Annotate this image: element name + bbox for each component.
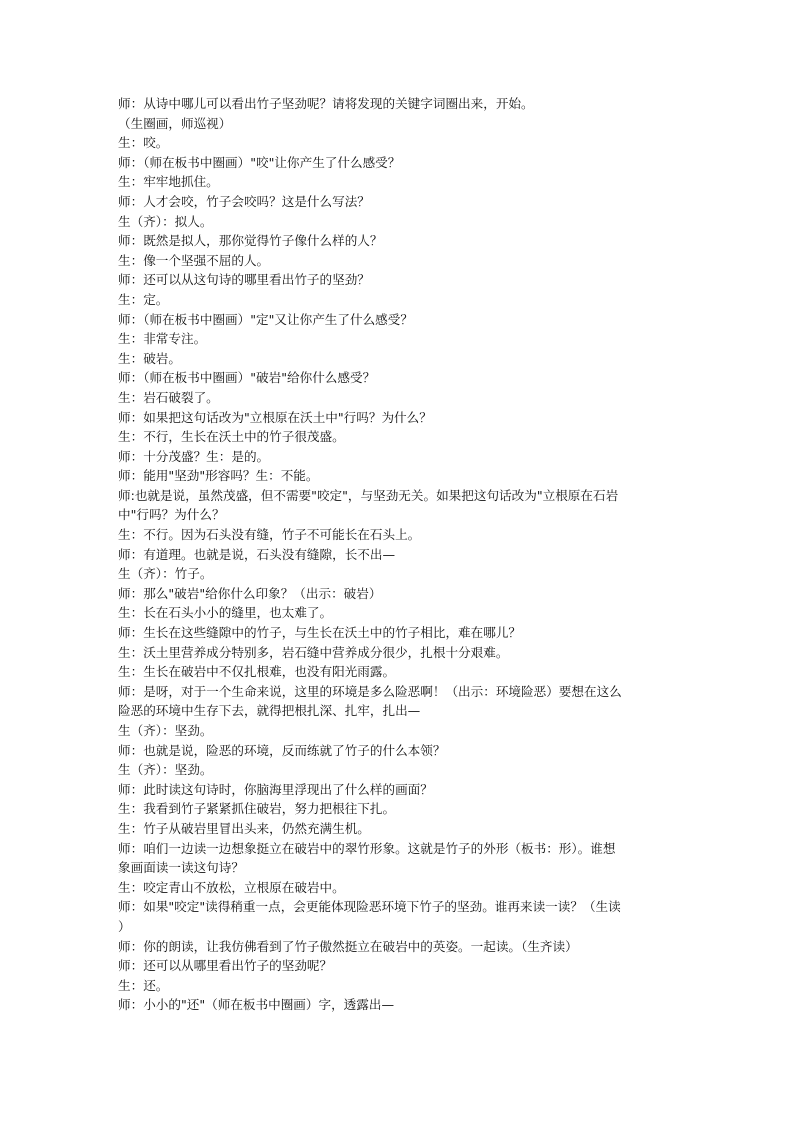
text-line: 生（齐）：拟人。 (118, 213, 213, 229)
text-line: 生：非常专注。 (118, 331, 207, 347)
text-line: 生：定。 (118, 291, 169, 307)
text-line: 生：牢牢地抓住。 (118, 174, 219, 190)
text-line: 生：生长在破岩中不仅扎根难，也没有阳光雨露。 (118, 664, 396, 680)
text-line: 生（齐）：坚劲。 (118, 762, 213, 778)
text-line: 生：还。 (118, 977, 169, 993)
text-line: 生：咬定青山不放松，立根原在破岩中。 (118, 879, 345, 895)
document-page (118, 94, 678, 1015)
text-line: 生：长在石头小小的缝里，也太难了。 (118, 605, 333, 621)
text-line: 师：（师在板书中圈画）"破岩"给你什么感受？ (118, 370, 376, 386)
text-line: 象画面读一读这句诗？ (118, 860, 244, 876)
text-line: 生（齐）：竹子。 (118, 566, 213, 582)
text-line: 生：岩石破裂了。 (118, 389, 219, 405)
text-line: 师：如果"咬定"读得稍重一点，会更能体现险恶环境下竹子的坚劲。谁再来读一读？（生读 (118, 899, 621, 915)
text-line: 师：从诗中哪儿可以看出竹子坚劲呢？请将发现的关键字词圈出来，开始。 (118, 96, 534, 111)
text-line: 生：破岩。 (118, 350, 181, 366)
text-line: 师：那么"破岩"给你什么印象？（出示：破岩） (118, 585, 382, 601)
text-line: 师：能用"坚劲"形容吗？生：不能。 (118, 468, 319, 484)
text-line: 生：咬。 (118, 135, 169, 151)
text-line: 中"行吗？为什么？ (118, 507, 225, 523)
text-line: 师：十分茂盛？生：是的。 (118, 448, 270, 464)
text-line: 生（齐）：坚劲。 (118, 723, 213, 738)
text-line: （生圈画，师巡视） (118, 115, 232, 131)
text-line: 师：小小的"还"（师在板书中圈画）字，透露出— (118, 997, 395, 1013)
text-line: 师：如果把这句话改为"立根原在沃土中"行吗？为什么？ (118, 409, 432, 425)
text-line: 生：像一个坚强不屈的人。 (118, 252, 270, 268)
text-line: 师：咱们一边读一边想象挺立在破岩中的翠竹形象。这就是竹子的外形（板书：形）。谁想 (118, 840, 616, 856)
text-line: 师：生长在这些缝隙中的竹子，与生长在沃土中的竹子相比，难在哪儿？ (118, 625, 521, 641)
text-line: 生：竹子从破岩里冒出头来，仍然充满生机。 (118, 820, 370, 836)
text-line: 生：我看到竹子紧紧抓住破岩，努力把根往下扎。 (118, 801, 396, 817)
text-line: 师：你的朗读，让我仿佛看到了竹子傲然挺立在破岩中的英姿。一起读。（生齐读） (118, 938, 578, 954)
text-line: ） (118, 918, 131, 934)
text-line: 师：是呀，对于一个生命来说，这里的环境是多么险恶啊！（出示：环境险恶）要想在这么 (118, 683, 622, 699)
text-line: 师：还可以从哪里看出竹子的坚劲呢？ (118, 958, 333, 974)
text-line: 师：也就是说，险恶的环境，反而练就了竹子的什么本领？ (118, 742, 446, 758)
text-line: 生：不行，生长在沃土中的竹子很茂盛。 (118, 429, 345, 445)
text-line: 险恶的环境中生存下去，就得把根扎深、扎牢，扎出— (118, 703, 421, 719)
text-line: 师：既然是拟人，那你觉得竹子像什么样的人？ (118, 233, 383, 249)
text-line: 生：不行。因为石头没有缝，竹子不可能长在石头上。 (118, 527, 421, 543)
text-line: 生：沃土里营养成分特别多，岩石缝中营养成分很少，扎根十分艰难。 (118, 644, 509, 660)
text-line: 师：（师在板书中圈画）"定"又让你产生了什么感受？ (118, 311, 413, 327)
text-line: 师：人才会咬，竹子会咬吗？这是什么写法？ (118, 193, 370, 209)
text-line: 师：（师在板书中圈画）"咬"让你产生了什么感受？ (118, 154, 401, 170)
text-line: 师：还可以从这句诗的哪里看出竹子的坚劲？ (118, 272, 370, 288)
text-line: 师：此时读这句诗时，你脑海里浮现出了什么样的画面？ (118, 781, 433, 797)
text-line: 师：有道理。也就是说，石头没有缝隙，长不出— (118, 546, 396, 562)
text-line: 师:也就是说，虽然茂盛，但不需要"咬定"，与坚劲无关。如果把这句话改为"立根原在石岩 (118, 487, 619, 503)
